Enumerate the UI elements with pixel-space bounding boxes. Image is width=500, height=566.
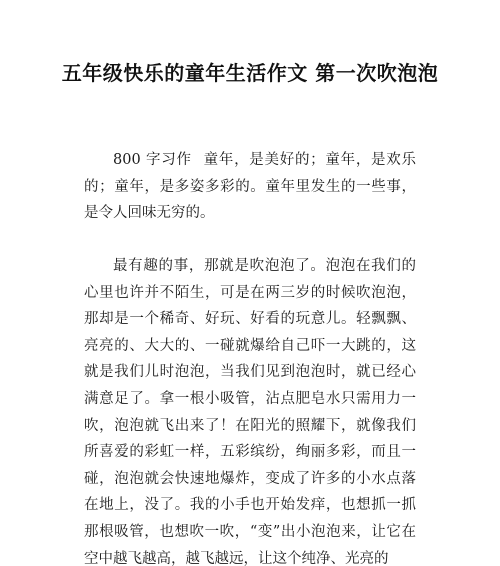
paragraph-lead: 800 字习作 (113, 152, 192, 168)
paragraph-text: 童年，是美好的；童年，是欢乐的；童年，是多姿多彩的。童年里发生的一些事，是令人回味无穷的。 (84, 152, 416, 222)
paragraph-intro (84, 147, 416, 227)
document-title: 五年级快乐的童年生活作文 第一次吹泡泡 (61, 61, 439, 85)
paragraph-body (84, 253, 416, 566)
paragraph-text: 最有趣的事，那就是吹泡泡了。泡泡在我们的心里也许并不陌生，可是在两三岁的时候吹泡泡，那却是一个稀奇、好玩、好看的玩意儿。轻飘飘、亮亮的、大大的、一碰就爆给自己吓一大跳的，这就是我们儿时泡泡，当我们见到泡泡时，就已经心满意足了。拿一根小吸管，沾点肥皂水只需用力一吹，泡泡就飞出来了！在阳光的照耀下，就像我们所喜爱的彩虹一样，五彩缤纷，绚丽多彩，而且一碰，泡泡就会快速地爆炸，变成了许多的小水点落在地上，没了。我的小手也开始发痒，也想抓一抓那根吸管，也想吹一吹，“变”出小泡泡来，让它在空中越飞越高，越飞越远，让这个纯净、光亮的 (84, 258, 416, 566)
